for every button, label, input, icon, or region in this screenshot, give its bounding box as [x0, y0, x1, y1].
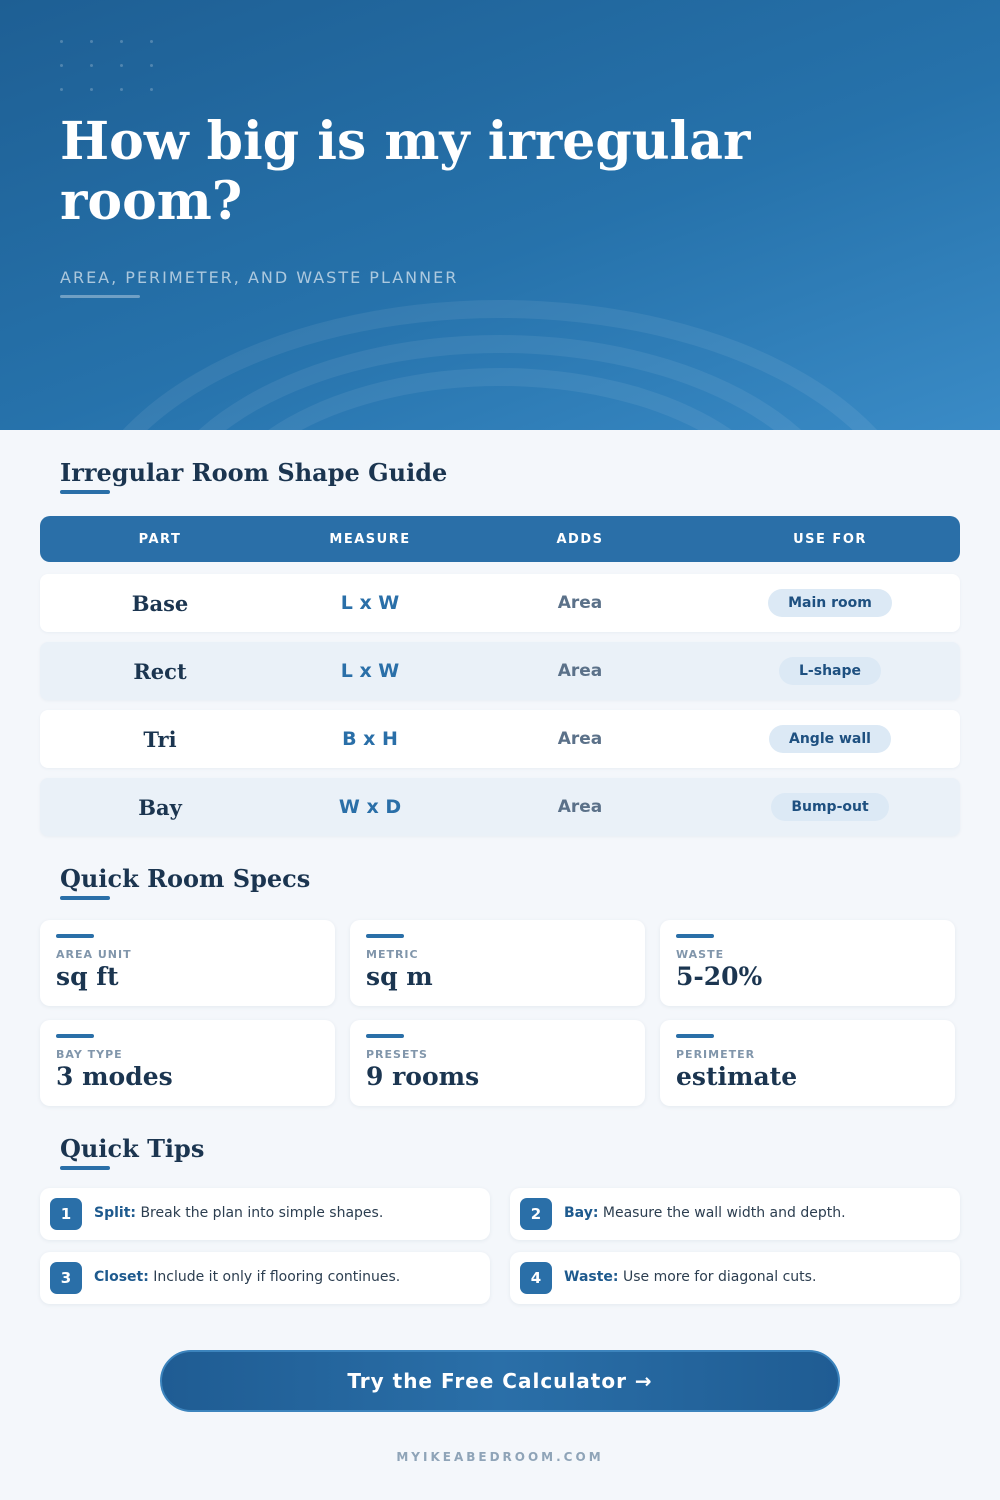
table-header — [40, 516, 960, 562]
adds-cell: Area — [557, 797, 603, 817]
heading-underline — [60, 896, 110, 900]
tip-text — [564, 1205, 846, 1221]
spec-label: METRIC — [366, 948, 419, 961]
tip-description: Break the plan into simple shapes. — [136, 1205, 384, 1221]
tip-number-badge: 2 — [520, 1198, 552, 1230]
spec-value: sq m — [366, 962, 433, 991]
tip-card — [40, 1188, 490, 1240]
spec-accent-bar — [676, 1034, 714, 1038]
part-cell: Base — [131, 590, 189, 616]
page-title: How big is my irregular room? — [60, 111, 751, 232]
specs-heading: Quick Room Specs — [60, 864, 311, 893]
tip-card — [40, 1252, 490, 1304]
spec-label: PERIMETER — [676, 1048, 756, 1061]
spec-value: 9 rooms — [366, 1062, 480, 1091]
tip-keyword: Bay: — [564, 1205, 599, 1221]
column-header-part: PART — [138, 531, 182, 547]
use-for-pill: Angle wall — [769, 725, 891, 753]
spec-label: PRESETS — [366, 1048, 428, 1061]
tip-keyword: Waste: — [564, 1269, 619, 1285]
tip-text — [94, 1205, 383, 1221]
subtitle-underline — [60, 295, 140, 298]
column-header-measure: MEASURE — [329, 531, 411, 547]
tip-text — [564, 1269, 816, 1285]
column-header-use-for: USE FOR — [793, 531, 867, 547]
part-cell: Tri — [143, 726, 177, 752]
tip-description: Use more for diagonal cuts. — [618, 1269, 817, 1285]
adds-cell: Area — [557, 729, 603, 749]
spec-card-perimeter — [660, 1020, 955, 1106]
table-row — [40, 778, 960, 836]
tip-number-badge: 1 — [50, 1198, 82, 1230]
tip-number-badge: 4 — [520, 1262, 552, 1294]
use-for-pill: Bump-out — [771, 793, 888, 821]
try-calculator-button[interactable]: Try the Free Calculator → — [160, 1350, 840, 1412]
tip-card — [510, 1252, 960, 1304]
tip-text — [94, 1269, 400, 1285]
table-row — [40, 710, 960, 768]
spec-label: WASTE — [676, 948, 725, 961]
spec-value: sq ft — [56, 962, 119, 991]
use-for-pill: L-shape — [779, 657, 881, 685]
spec-card-presets — [350, 1020, 645, 1106]
page-subtitle: AREA, PERIMETER, AND WASTE PLANNER — [60, 268, 459, 287]
spec-accent-bar — [56, 1034, 94, 1038]
measure-cell: W x D — [338, 796, 402, 818]
part-cell: Rect — [133, 658, 187, 684]
footer-site-name: MYIKEABEDROOM.COM — [396, 1450, 604, 1464]
heading-underline — [60, 490, 110, 494]
column-header-adds: ADDS — [556, 531, 604, 547]
table-row — [40, 642, 960, 700]
tip-card — [510, 1188, 960, 1240]
spec-card-area-unit — [40, 920, 335, 1006]
adds-cell: Area — [557, 661, 603, 681]
hero-banner — [0, 0, 1000, 430]
spec-card-bay-type — [40, 1020, 335, 1106]
tip-keyword: Split: — [94, 1205, 136, 1221]
spec-accent-bar — [366, 934, 404, 938]
measure-cell: L x W — [340, 592, 400, 614]
spec-label: AREA UNIT — [56, 948, 132, 961]
tip-number-badge: 3 — [50, 1262, 82, 1294]
shape-guide-heading: Irregular Room Shape Guide — [60, 458, 448, 487]
spec-accent-bar — [56, 934, 94, 938]
measure-cell: B x H — [342, 728, 398, 750]
spec-card-metric — [350, 920, 645, 1006]
spec-value: 3 modes — [56, 1062, 173, 1091]
tip-description: Measure the wall width and depth. — [598, 1205, 846, 1221]
tips-heading: Quick Tips — [60, 1134, 205, 1163]
measure-cell: L x W — [340, 660, 400, 682]
part-cell: Bay — [138, 794, 182, 820]
spec-value: estimate — [676, 1062, 798, 1091]
table-row — [40, 574, 960, 632]
tip-keyword: Closet: — [94, 1269, 149, 1285]
tip-description: Include it only if flooring continues. — [148, 1269, 401, 1285]
use-for-pill: Main room — [768, 589, 892, 617]
spec-value: 5-20% — [676, 962, 763, 991]
adds-cell: Area — [557, 593, 603, 613]
spec-accent-bar — [366, 1034, 404, 1038]
spec-accent-bar — [676, 934, 714, 938]
heading-underline — [60, 1166, 110, 1170]
spec-card-waste — [660, 920, 955, 1006]
spec-label: BAY TYPE — [56, 1048, 123, 1061]
